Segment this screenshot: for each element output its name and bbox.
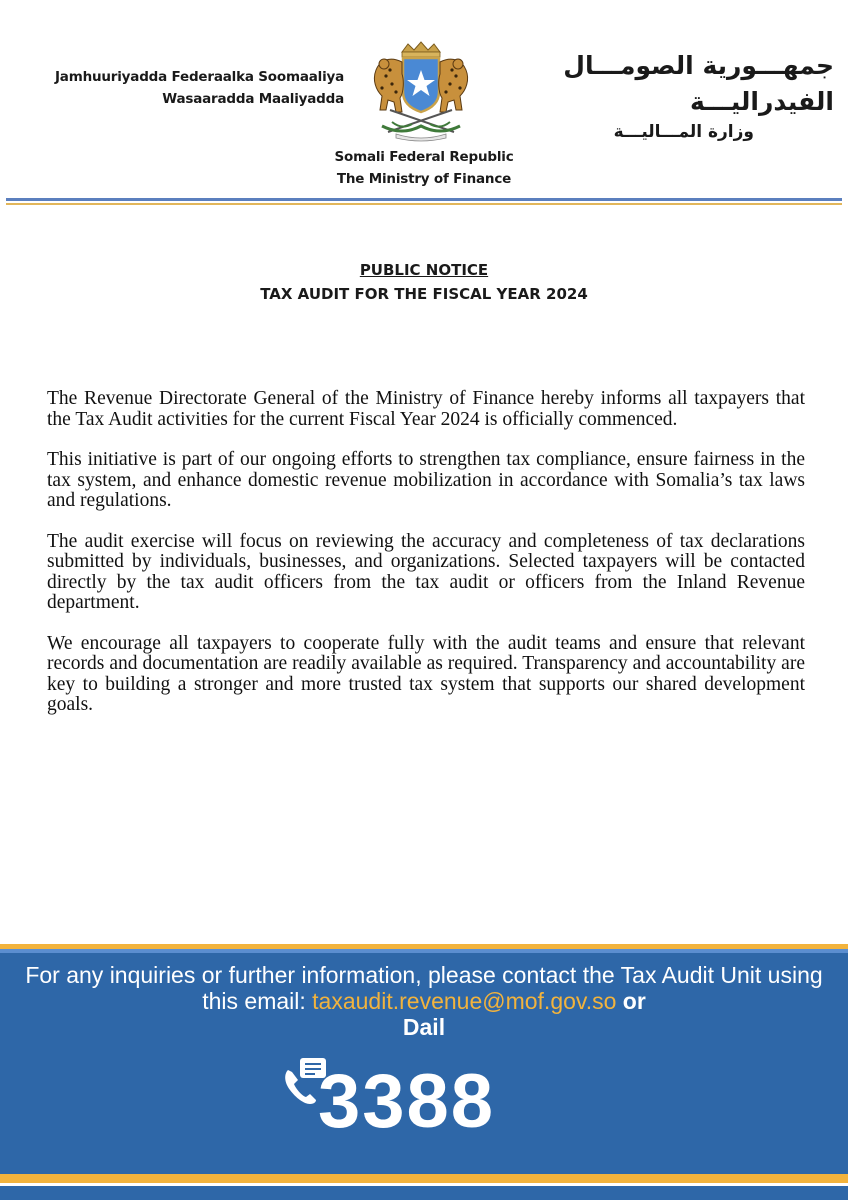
notice-body xyxy=(47,389,805,736)
somali-heading xyxy=(14,66,344,110)
contact-email-link[interactable]: taxaudit.revenue@mof.gov.so xyxy=(312,988,617,1014)
header-divider-gold xyxy=(6,203,842,205)
letterhead xyxy=(0,0,848,210)
paragraph: The audit exercise will focus on reviewing the accuracy and completeness of tax declarations submitted by individuals, businesses, and organizations. Selected taxpayers will be contacted directly by the tax audit officers from the tax audit or officers from the Inland Revenue department. xyxy=(47,530,805,613)
contact-text: For any inquiries or further information, please contact the Tax Audit Unit using this email: xyxy=(25,962,823,1014)
header-divider-blue xyxy=(6,198,842,201)
somali-ministry-name: Wasaaradda Maaliyadda xyxy=(162,91,344,107)
contact-or: or xyxy=(622,988,646,1014)
contact-dail-label: Dail xyxy=(402,1014,446,1040)
paragraph: This initiative is part of our ongoing efforts to strengthen tax compliance, ensure fairness in the tax system, and enhance domestic revenue mobilization in accordance with Somalia’s tax laws and regulations. xyxy=(47,449,805,511)
footer-light-stripe xyxy=(0,949,848,953)
notice-subtitle: TAX AUDIT FOR THE FISCAL YEAR 2024 xyxy=(260,285,588,303)
footer-bottom-blue-band xyxy=(0,1186,848,1200)
notice-title: PUBLIC NOTICE xyxy=(359,261,489,279)
arabic-heading xyxy=(488,48,834,144)
somalia-coat-of-arms-icon xyxy=(352,40,490,142)
phone-number[interactable]: 3388 xyxy=(318,1059,496,1144)
english-heading xyxy=(0,146,848,190)
notice-heading xyxy=(0,258,848,306)
arabic-ministry-name: وزارة المـــاليـــة xyxy=(613,122,754,142)
arabic-republic-name: جمهـــورية الصومـــال الفيدراليـــة xyxy=(563,51,834,116)
footer-bottom-gold-band xyxy=(0,1174,848,1183)
paragraph: We encourage all taxpayers to cooperate fully with the audit teams and ensure that relevant records and documentation are readily available as required. Transparency and accountability are key to building a stronger and more trusted tax system that supports our shared development goals. xyxy=(47,632,805,715)
english-republic-name: Somali Federal Republic xyxy=(334,149,514,165)
contact-footer xyxy=(0,944,848,1200)
somali-republic-name: Jamhuuriyadda Federaalka Soomaaliya xyxy=(54,69,344,85)
paragraph: The Revenue Directorate General of the Ministry of Finance hereby informs all taxpayers that the Tax Audit activities for the current Fiscal Year 2024 is officially commenced. xyxy=(47,388,805,430)
contact-info xyxy=(20,962,828,1040)
english-ministry-name: The Ministry of Finance xyxy=(336,171,512,187)
